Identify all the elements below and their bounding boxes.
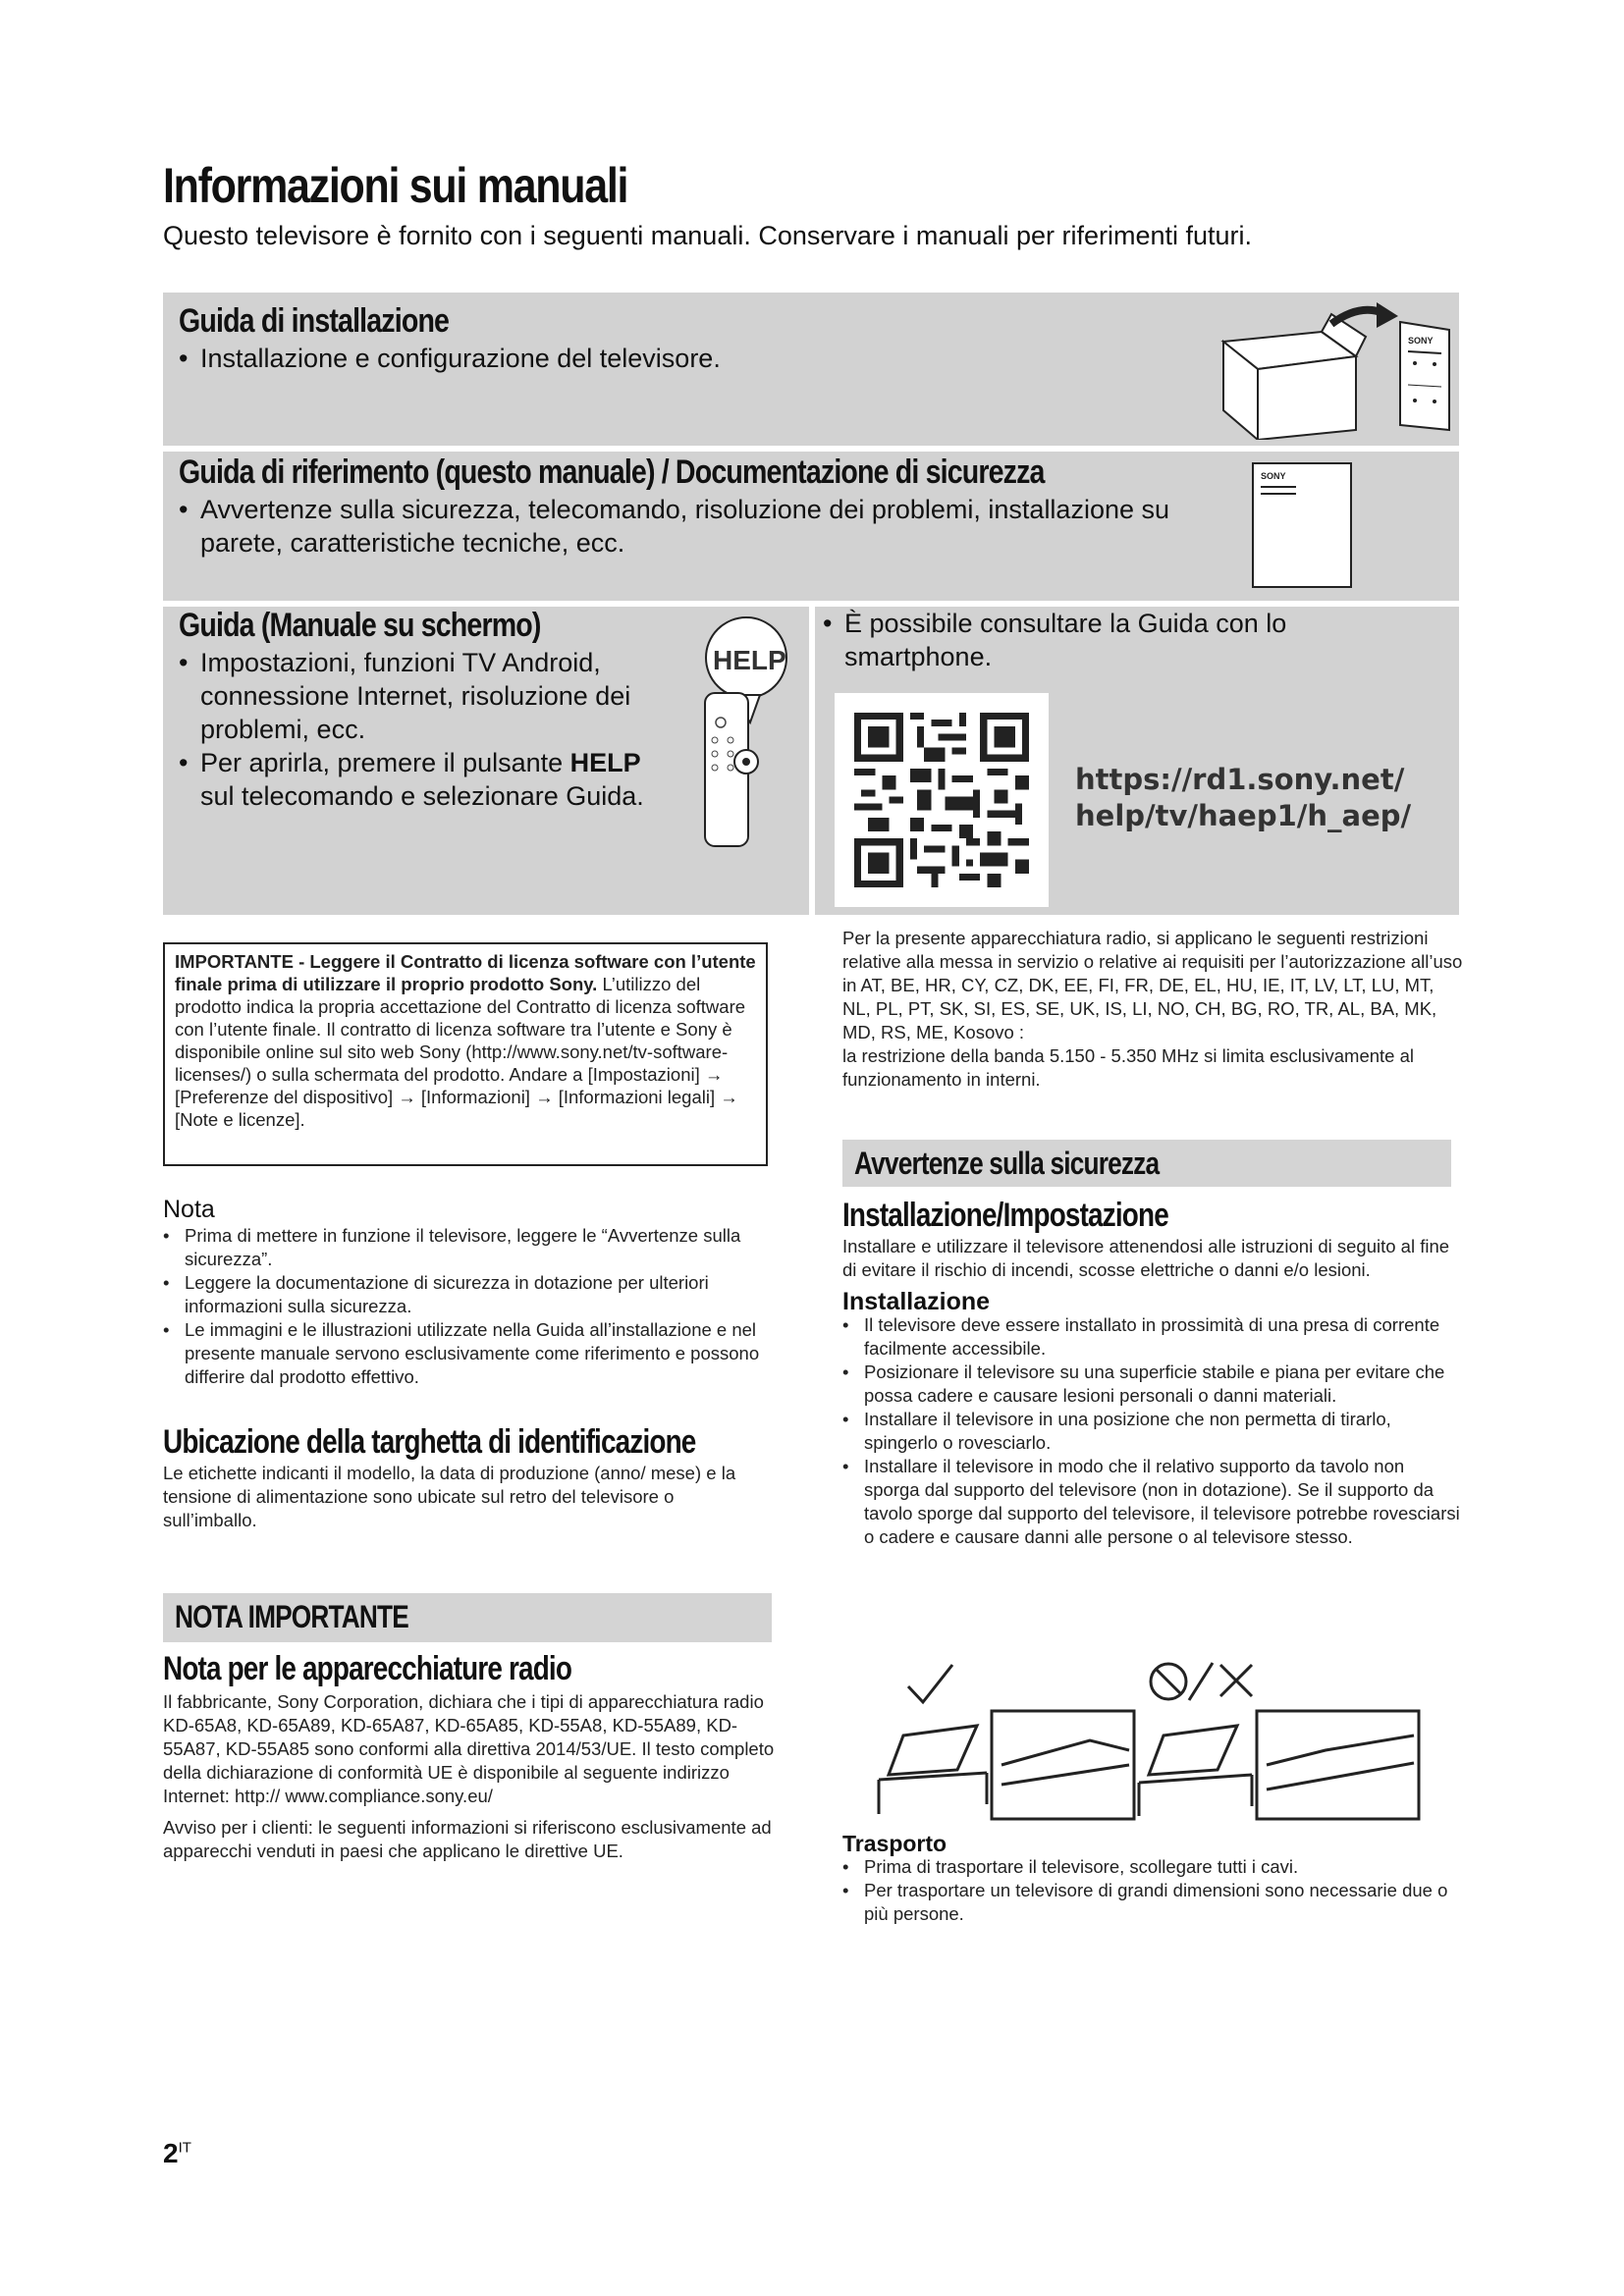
help-guide-bullet-1: • Impostazioni, funzioni TV Android, connessione Internet, risoluzione dei problemi, ecc. xyxy=(179,646,660,746)
help-badge-label: HELP xyxy=(713,645,786,675)
help-bullet-pre: Per aprirla, premere il pulsante xyxy=(200,748,570,777)
smartphone-bullet: • È possibile consultare la Guida con lo smartphone. xyxy=(823,607,1373,673)
install-item-3: • Installare il televisore in una posizione che non permetta di tirarlo, spingerlo o rovesciarlo. xyxy=(842,1408,1463,1455)
help-guide-box xyxy=(163,607,809,915)
license-notice-box xyxy=(163,942,768,1166)
install-item-1: • Il televisore deve essere installato in prossimità di una presa di corrente facilmente accessibile. xyxy=(842,1313,1463,1361)
ubicazione-section xyxy=(163,1423,772,1540)
transport-item-1: • Prima di trasportare il televisore, scollegare tutti i cavi. xyxy=(842,1855,1463,1879)
reference-guide-title: Guida di riferimento (questo manuale) / Documentazione di sicurezza xyxy=(179,454,1045,491)
safety-bar xyxy=(842,1140,1451,1187)
help-url-line-1[interactable]: https://rd1.sony.net/ xyxy=(1075,763,1405,796)
page-language: IT xyxy=(178,2139,191,2157)
installation-guide-box xyxy=(163,293,1459,446)
smartphone-guide-box xyxy=(815,607,1459,915)
safety-intro: Installare e utilizzare il televisore attenendosi alle istruzioni di seguito al fine di evitare il rischio di incendi, scosse elettriche o danni e/o lesioni. xyxy=(842,1236,1450,1280)
safety-install-title: Installazione/Impostazione xyxy=(842,1197,1168,1234)
installation-subtitle: Installazione xyxy=(842,1288,991,1315)
nota-section xyxy=(163,1195,772,1389)
help-guide-bullet-2 xyxy=(179,746,660,813)
help-url-line-2[interactable]: help/tv/haep1/h_aep/ xyxy=(1075,799,1412,832)
help-bullet-post: sul telecomando e selezionare Guida. xyxy=(200,781,644,811)
manual-booklet-icon xyxy=(1251,461,1355,591)
safety-section xyxy=(842,1197,1463,1549)
transport-item-2: • Per trasportare un televisore di grandi dimensioni sono necessarie due o più persone. xyxy=(842,1879,1463,1926)
ubicazione-title: Ubicazione della targhetta di identificazione xyxy=(163,1423,696,1461)
transport-section xyxy=(842,1832,1463,1926)
install-item-2: • Posizionare il televisore su una superficie stabile e piana per evitare che possa cadere e causare lesioni personali o danni materiali. xyxy=(842,1361,1463,1408)
radio-note-section xyxy=(163,1650,777,1871)
installation-guide-text xyxy=(179,342,721,375)
ubicazione-text: Le etichette indicanti il modello, la data di produzione (anno/ mese) e la tensione di alimentazione sono ubicate sul retro del televisore o sull’imballo. xyxy=(163,1463,736,1530)
page-subtitle: Questo televisore è fornito con i seguenti manuali. Conservare i manuali per riferimenti futuri. xyxy=(163,221,1253,250)
reference-guide-text xyxy=(179,493,1239,560)
reference-guide-box xyxy=(163,452,1459,601)
radio-note-p1: Il fabbricante, Sony Corporation, dichiara che i tipi di apparecchiatura radio KD-65A8, KD-65A89, KD-65A87, KD-65A85, KD-55A8, KD-55A89, KD-55A87, KD-55A85 sono conformi alla direttiva 2014/53/UE. Il testo completo della dichiarazione di conformità UE è disponibile al seguente indirizzo Internet: http:// www.compliance.sony.eu/ xyxy=(163,1691,775,1806)
radio-restrictions-section xyxy=(842,927,1463,1099)
nota-item-1: • Prima di mettere in funzione il televisore, leggere le “Avvertenze sulla sicurezza”. xyxy=(163,1224,772,1271)
nota-importante-bar xyxy=(163,1593,772,1642)
reference-guide-bullet: • Avvertenze sulla sicurezza, telecomando, risoluzione dei problemi, installazione su parete, caratteristiche tecniche, ecc. xyxy=(179,493,1239,560)
nota-importante-heading: NOTA IMPORTANTE xyxy=(175,1599,408,1634)
install-item-4: • Installare il televisore in modo che il relativo supporto da tavolo non sporga dal supporto del televisore (non in dotazione). Se il supporto da tavolo sporge dal supporto del televisore, il televisore potrebbe rovesciarsi o cadere e causare danni alle persone o al televisore stesso. xyxy=(842,1455,1463,1549)
sony-logo-booklet: SONY xyxy=(1261,471,1286,481)
help-key-label: HELP xyxy=(569,748,641,777)
license-notice-text: L’utilizzo del prodotto indica la propria accettazione del Contratto di licenza software con l’utente finale. Il contratto di licenza software tra l’utente e Sony è disponibile online sul sito web Sony (http://www.sony.net/tv-software-licenses/) o sulla schermata del prodotto. Andare a [Impostazioni] → [Preferenze del dispositivo] → [Informazioni] → [Informazioni legali] → [Note e licenze]. xyxy=(175,974,746,1130)
help-url[interactable] xyxy=(1075,762,1411,834)
nota-item-2: • Leggere la documentazione di sicurezza in dotazione per ulteriori informazioni sulla sicurezza. xyxy=(163,1271,772,1318)
qr-code-icon xyxy=(854,713,1029,887)
page-title: Informazioni sui manuali xyxy=(163,158,628,213)
radio-restrictions-p1: Per la presente apparecchiatura radio, si applicano le seguenti restrizioni relative alla messa in servizio o relative ai requisiti per l’autorizzazione all’uso in AT, BE, HR, CY, CZ, DK, EE, FI, FR, DE, EL, HU, IE, IT, LV, LT, LU, MT, NL, PL, PT, SK, SI, ES, SE, UK, IS, LI, NO, CH, BG, RO, TR, AL, BA, MK, MD, RS, ME, Kosovo : xyxy=(842,928,1463,1042)
tv-stand-illustration xyxy=(864,1657,1428,1824)
box-manual-icon xyxy=(1184,302,1454,440)
qr-code-frame xyxy=(835,693,1049,907)
page-number xyxy=(163,2138,191,2169)
radio-restrictions-p2: la restrizione della banda 5.150 - 5.350 MHz si limita esclusivamente al funzionamento in interni. xyxy=(842,1045,1415,1090)
page-number-value: 2 xyxy=(163,2138,179,2168)
help-guide-title: Guida (Manuale su schermo) xyxy=(179,607,541,644)
help-guide-text xyxy=(179,646,660,813)
remote-control-icon xyxy=(693,614,803,850)
installation-guide-title: Guida di installazione xyxy=(179,302,450,340)
nota-item-3: • Le immagini e le illustrazioni utilizzate nella Guida all’installazione e nel presente manuale servono esclusivamente come riferimento e possono differire dal prodotto effettivo. xyxy=(163,1318,772,1389)
license-notice-bold: IMPORTANTE - Leggere il Contratto di licenza software con l’utente finale prima di utilizzare il proprio prodotto Sony. xyxy=(175,951,756,994)
transport-title: Trasporto xyxy=(842,1831,947,1856)
installation-guide-bullet: • Installazione e configurazione del televisore. xyxy=(179,342,721,375)
smartphone-text xyxy=(823,607,1373,673)
safety-heading: Avvertenze sulla sicurezza xyxy=(854,1146,1160,1181)
radio-note-p2: Avviso per i clienti: le seguenti informazioni si riferiscono esclusivamente ad apparecchi venduti in paesi che applicano le direttive UE. xyxy=(163,1817,772,1861)
sony-logo-small: SONY xyxy=(1408,336,1434,346)
nota-title: Nota xyxy=(163,1196,215,1223)
radio-note-title: Nota per le apparecchiature radio xyxy=(163,1650,572,1687)
